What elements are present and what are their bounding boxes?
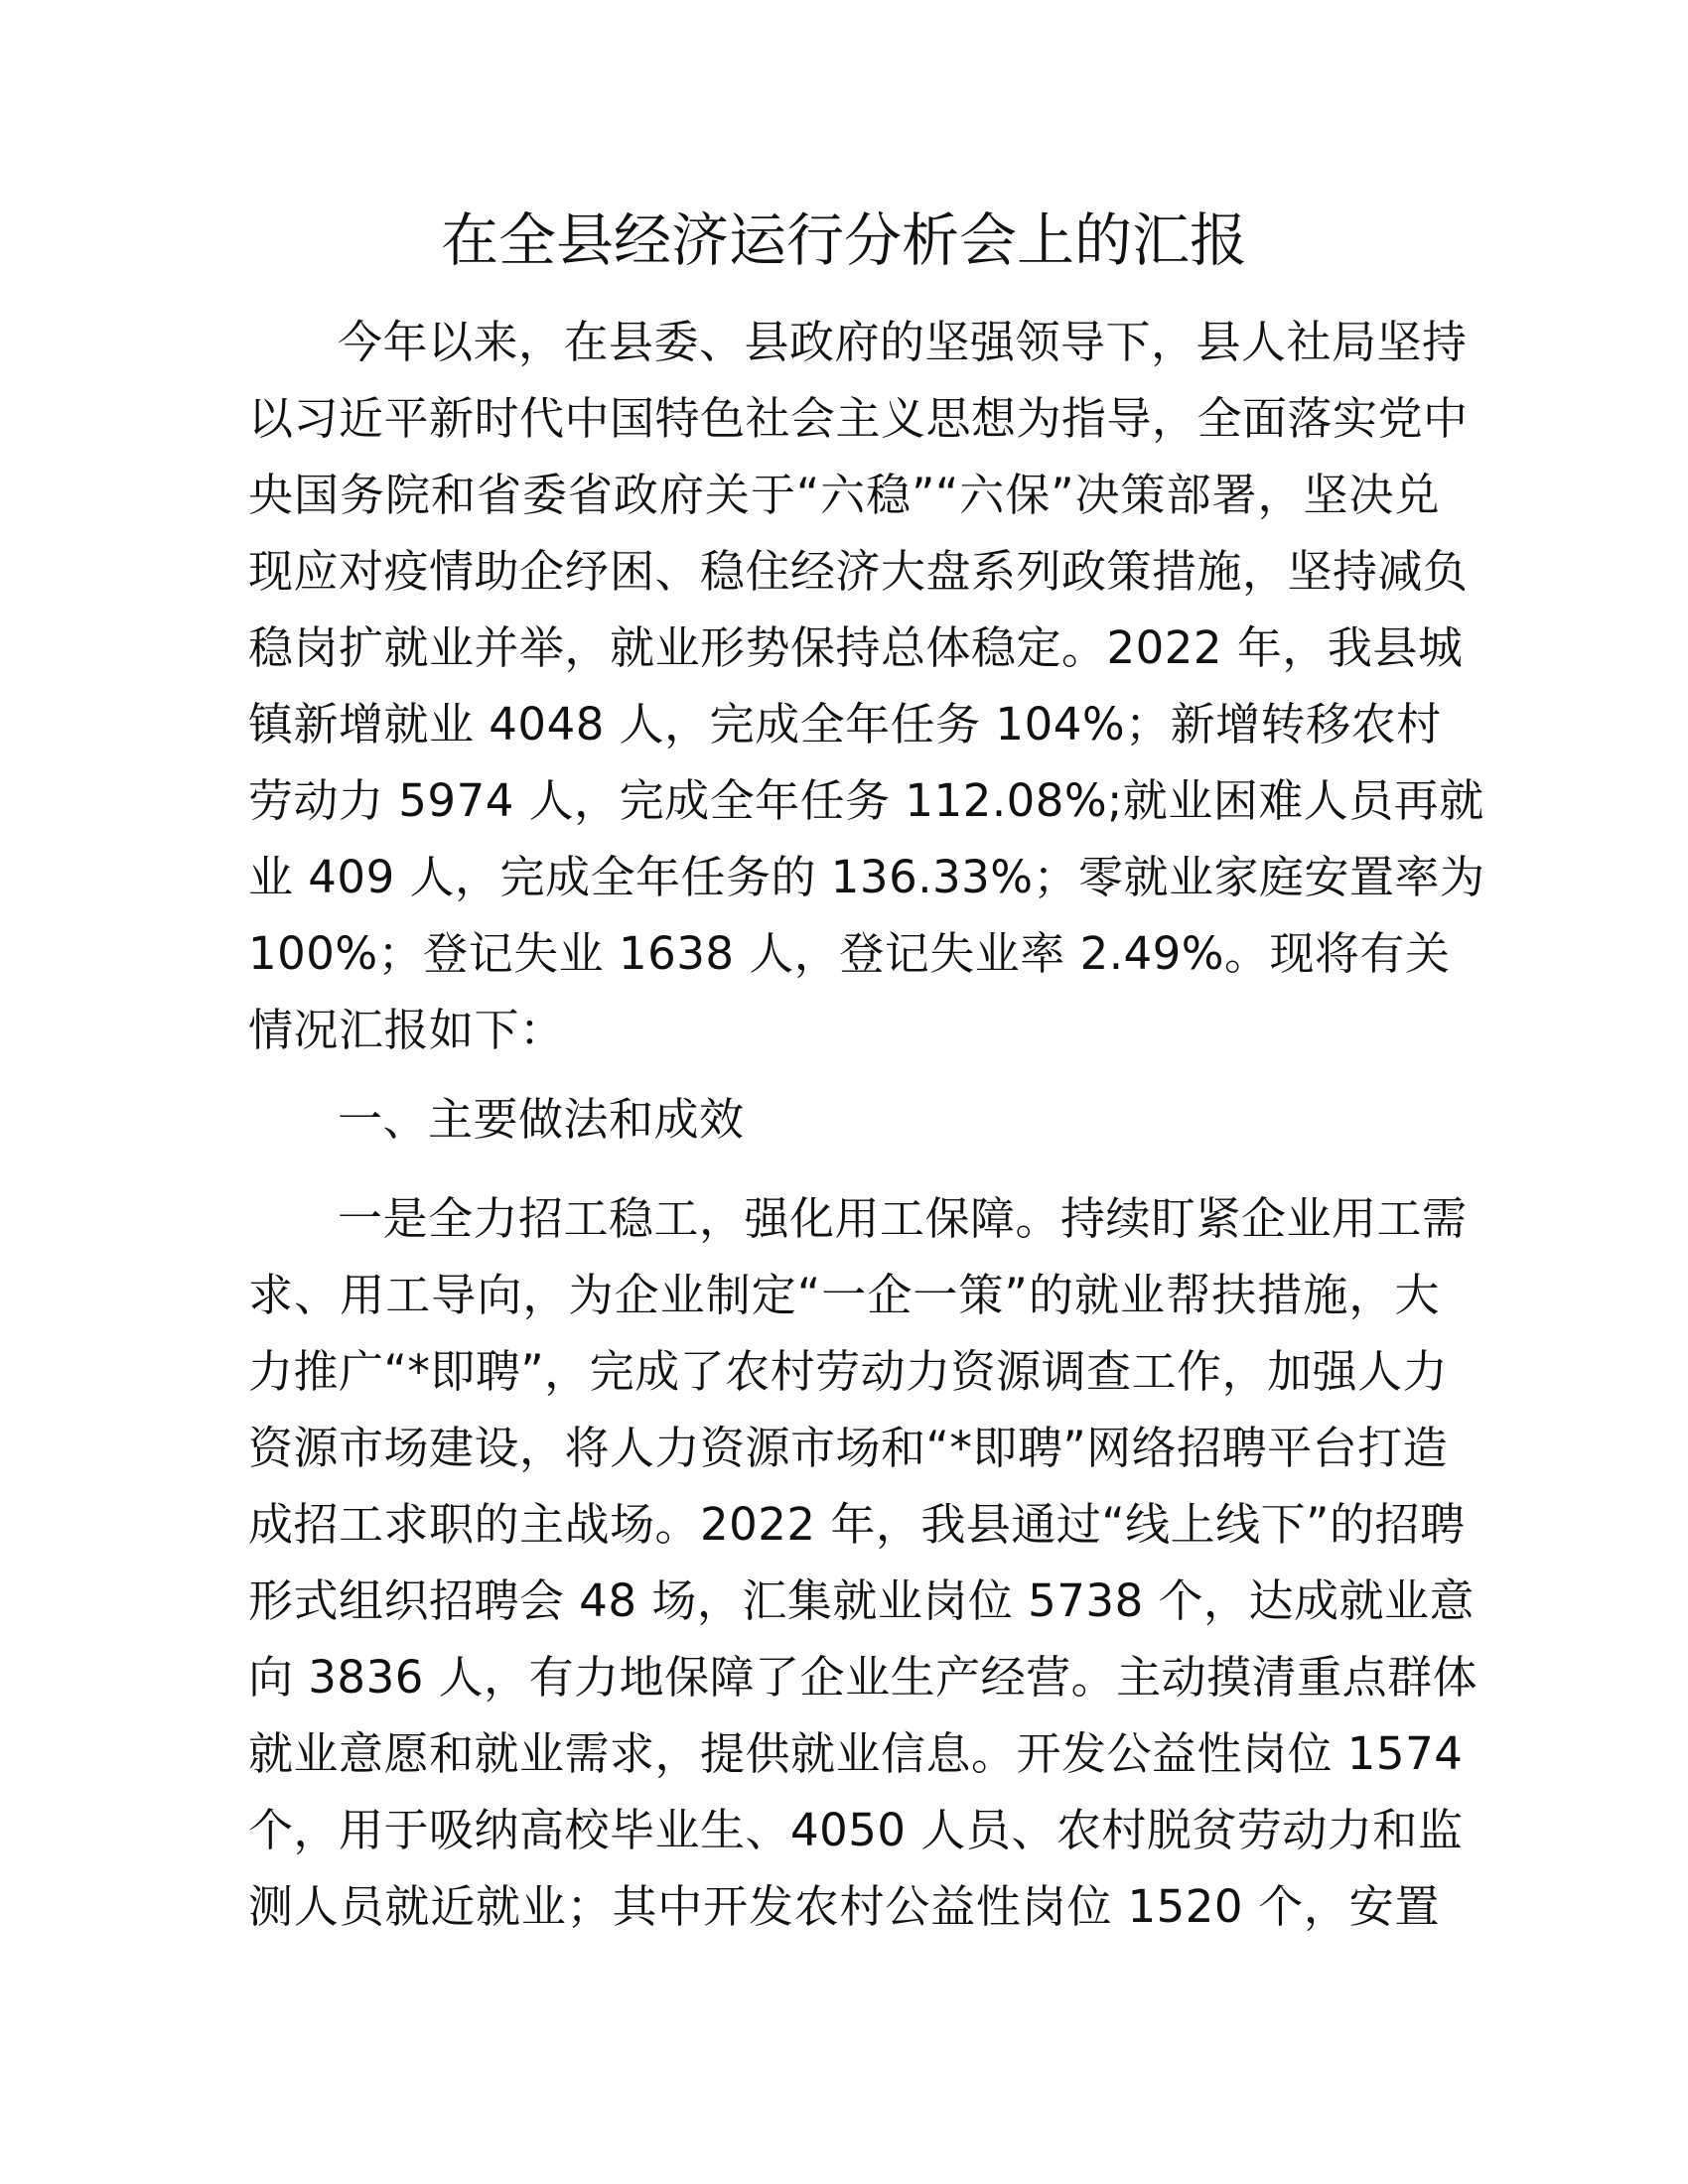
- paragraph-line: 一是全力招工稳工，强化用工保障。持续盯紧企业用工需: [338, 1192, 1468, 1245]
- paragraph-line: 测人员就近就业；其中开发农村公益性岗位 1520 个，安置: [248, 1880, 1440, 1933]
- paragraph-line: 稳岗扩就业并举，就业形势保持总体稳定。2022 年，我县城: [248, 621, 1464, 674]
- paragraph-line: 力推广“*即聘”，完成了农村劳动力资源调查工作，加强人力: [248, 1345, 1449, 1398]
- document-title: 在全县经济运行分析会上的汇报: [440, 206, 1247, 274]
- paragraph-line: 劳动力 5974 人，完成全年任务 112.08%;就业困难人员再就: [248, 774, 1484, 827]
- paragraph-line: 资源市场建设，将人力资源市场和“*即聘”网络招聘平台打造: [248, 1422, 1449, 1474]
- paragraph-line: 就业意愿和就业需求，提供就业信息。开发公益性岗位 1574: [248, 1727, 1464, 1780]
- paragraph-line: 今年以来，在县委、县政府的坚强领导下，县人社局坚持: [338, 316, 1468, 368]
- paragraph-line: 成招工求职的主战场。2022 年，我县通过“线上线下”的招聘: [248, 1498, 1466, 1551]
- paragraph-line: 镇新增就业 4048 人，完成全年任务 104%；新增转移农村: [248, 698, 1442, 751]
- section-heading: 一、主要做法和成效: [338, 1093, 745, 1146]
- paragraph-line: 形式组织招聘会 48 场，汇集就业岗位 5738 个，达成就业意: [248, 1574, 1476, 1627]
- paragraph-line: 现应对疫情助企纾困、稳住经济大盘系列政策措施，坚持减负: [248, 545, 1469, 598]
- paragraph-line: 100%；登记失业 1638 人，登记失业率 2.49%。现将有关: [248, 927, 1451, 980]
- paragraph-line: 向 3836 人，有力地保障了企业生产经营。主动摸清重点群体: [248, 1651, 1478, 1704]
- paragraph-line: 央国务院和省委省政府关于“六稳”“六保”决策部署，坚决兑: [248, 469, 1440, 521]
- paragraph-line: 以习近平新时代中国特色社会主义思想为指导，全面落实党中: [248, 392, 1469, 445]
- paragraph-line: 个，用于吸纳高校毕业生、4050 人员、农村脱贫劳动力和监: [248, 1804, 1464, 1856]
- paragraph-line: 求、用工导向，为企业制定“一企一策”的就业帮扶措施，大: [248, 1269, 1440, 1321]
- paragraph-line: 情况汇报如下：: [248, 1004, 565, 1056]
- paragraph-line: 业 409 人，完成全年任务的 136.33%；零就业家庭安置率为: [248, 851, 1485, 903]
